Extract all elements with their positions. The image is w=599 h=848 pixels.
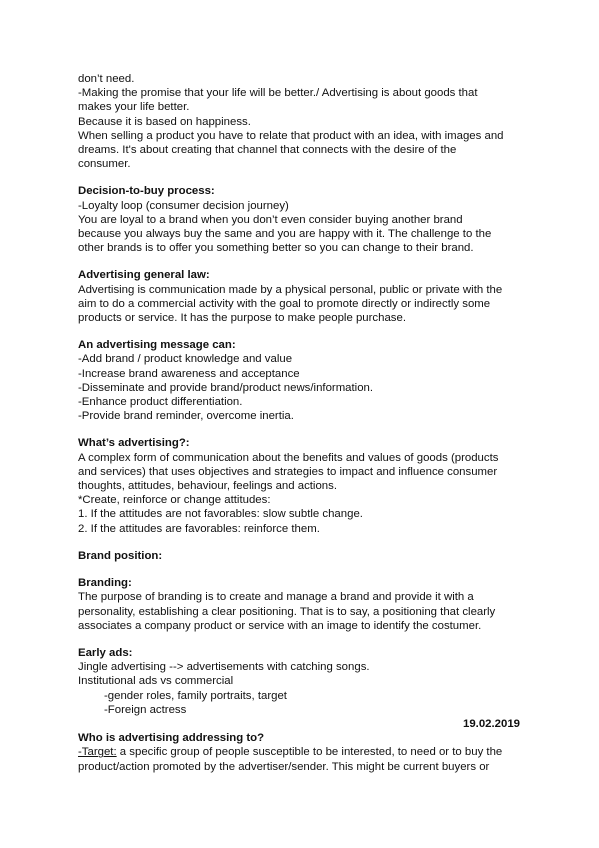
date-label: 19.02.2019 (462, 717, 520, 730)
brand-position-section (78, 549, 520, 563)
text-line: thoughts, attitudes, behaviour, feelings and actions. (78, 480, 337, 493)
text-line: other brands is to offer you something better so you can change to their brand. (78, 242, 474, 255)
text-line: Because it is based on happiness. (78, 115, 251, 128)
document-page (78, 72, 520, 774)
text-line: -Making the promise that your life will be better./ Advertising is about goods that (78, 87, 478, 100)
text-line: associates a company product or service with an image to identify the costumer. (78, 619, 482, 632)
law-section (78, 268, 520, 325)
section-heading: Brand position: (78, 549, 163, 562)
list-item: -Foreign actress (104, 703, 187, 716)
text-line: because you always buy the same and you are happy with it. The challenge to the (78, 228, 492, 241)
text-line: Jingle advertising --> advertisements with catching songs. (78, 661, 370, 674)
text-line (78, 745, 520, 759)
target-term: -Target: (78, 746, 117, 759)
text-line: dreams. It's about creating that channel that connects with the desire of the (78, 144, 457, 157)
text-line: Institutional ads vs commercial (78, 675, 234, 688)
list-item: -Increase brand awareness and acceptance (78, 367, 300, 380)
section-heading: Who is advertising addressing to? (78, 732, 265, 745)
text-line: don’t need. (78, 73, 135, 85)
text-line: makes your life better. (78, 101, 190, 114)
text-line: A complex form of communication about the benefits and values of goods (products (78, 451, 499, 464)
text-line: product/action promoted by the advertiser/sender. This might be current buyers or (78, 760, 490, 773)
list-item: -gender roles, family portraits, target (104, 689, 287, 702)
list-item: -Disseminate and provide brand/product news/information. (78, 381, 374, 394)
text-line: The purpose of branding is to create and manage a brand and provide it with a (78, 591, 474, 604)
text-line: Advertising is communication made by a physical personal, public or private with the (78, 283, 503, 296)
section-heading: What’s advertising?: (78, 437, 190, 450)
text-line: 2. If the attitudes are favorables: reinforce them. (78, 522, 320, 535)
early-ads-section (78, 646, 520, 717)
text-line: and services) that uses objectives and strategies to impact and influence consumer (78, 465, 498, 478)
date-row (78, 717, 520, 731)
list-item: -Provide brand reminder, overcome inertia. (78, 410, 294, 423)
list-item: -Add brand / product knowledge and value (78, 353, 293, 366)
section-heading: An advertising message can: (78, 339, 236, 352)
text-line: personality, establishing a clear positioning. That is to say, a positioning that clearly (78, 605, 496, 618)
section-heading: Advertising general law: (78, 269, 210, 282)
section-heading: Early ads: (78, 646, 133, 659)
target-definition: a specific group of people susceptible to be interested, to need or to buy the (116, 746, 503, 759)
text-line: consumer. (78, 158, 131, 171)
text-line: *Create, reinforce or change attitudes: (78, 494, 271, 507)
list-item: -Enhance product differentiation. (78, 396, 243, 409)
branding-section (78, 576, 520, 633)
text-line: -Loyalty loop (consumer decision journey) (78, 199, 289, 212)
addressing-section (78, 731, 520, 774)
whats-advertising-section (78, 436, 520, 535)
section-heading: Branding: (78, 577, 132, 590)
intro-paragraph (78, 72, 520, 171)
text-line: When selling a product you have to relate that product with an idea, with images and (78, 129, 504, 142)
text-line: 1. If the attitudes are not favorables: slow subtle change. (78, 508, 363, 521)
text-line: products or service. It has the purpose to make people purchase. (78, 312, 406, 325)
text-line: aim to do a commercial activity with the goal to promote directly or indirectly some (78, 297, 491, 310)
decision-section (78, 184, 520, 255)
text-line: You are loyal to a brand when you don’t even consider buying another brand (78, 213, 463, 226)
section-heading: Decision-to-buy process: (78, 185, 215, 198)
message-section (78, 338, 520, 423)
